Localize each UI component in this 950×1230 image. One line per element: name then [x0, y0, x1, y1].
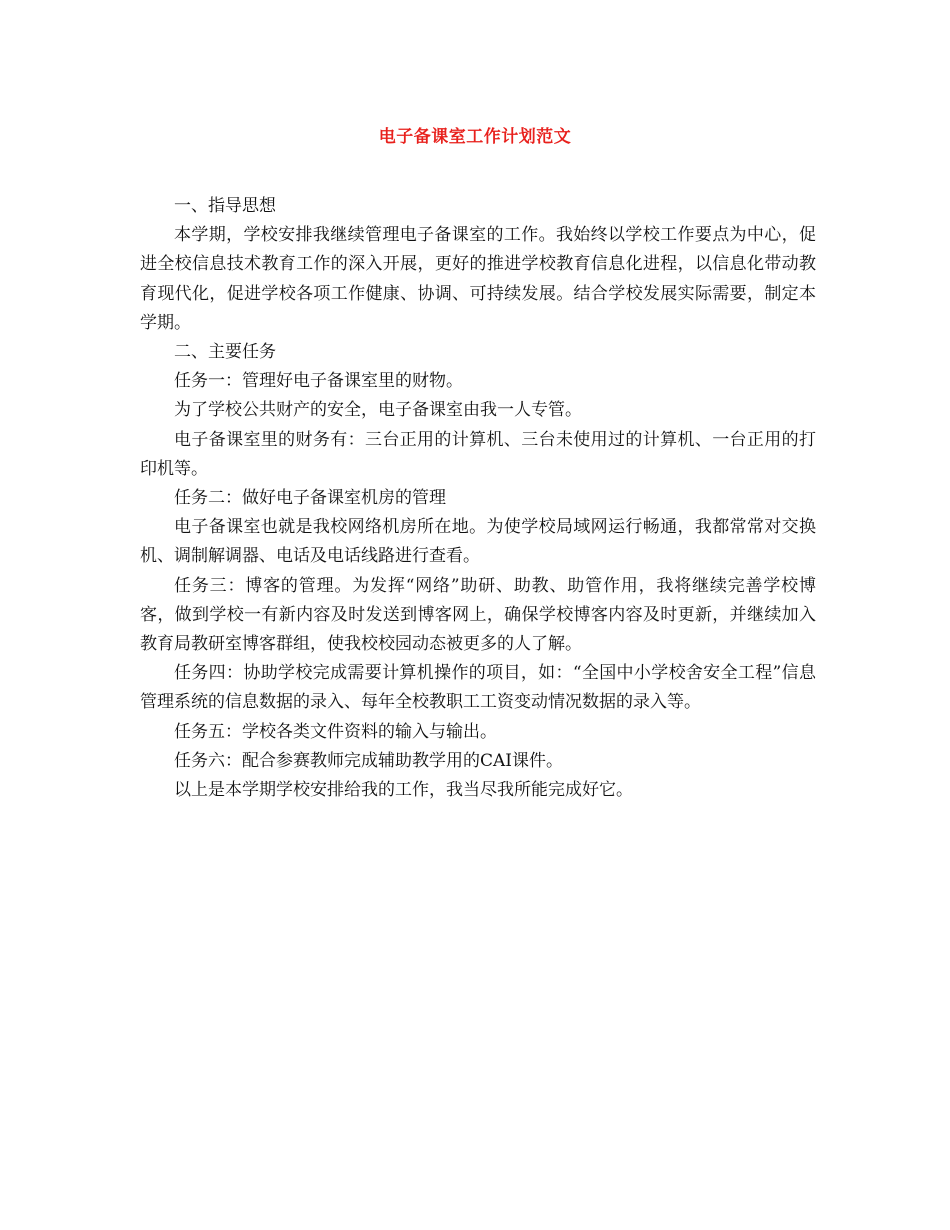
paragraph-task-two: 电子备课室也就是我校网络机房所在地。为使学校局域网运行畅通，我都常常对交换机、调制解调器、电话及电话线路进行查看。 — [140, 517, 816, 567]
paragraph-task-five: 任务五：学校各类文件资料的输入与输出。 — [174, 721, 497, 742]
paragraph-task-three: 任务三：博客的管理。为发挥“网络”助研、助教、助管作用，我将继续完善学校博客，做到学校一有新内容及时发送到博客网上，确保学校博客内容及时更新，并继续加入教育局教研室博客群组，使我校校园动态被更多的人了解。 — [140, 575, 816, 655]
paragraph-task-four: 任务四：协助学校完成需要计算机操作的项目，如：“全国中小学校舍安全工程”信息管理系统的信息数据的录入、每年全校教职工工资变动情况数据的录入等。 — [140, 663, 816, 713]
task-one-heading: 任务一：管理好电子备课室里的财物。 — [174, 371, 463, 392]
paragraph-intro: 本学期，学校安排我继续管理电子备课室的工作。我始终以学校工作要点为中心，促进全校信息技术教育工作的深入开展，更好的推进学校教育信息化进程，以信息化带动教育现代化，促进学校各项工作健康、协调、可持续发展。结合学校发展实际需要，制定本学期。 — [140, 225, 816, 333]
paragraph-task-one-safety: 为了学校公共财产的安全，电子备课室由我一人专管。 — [174, 400, 582, 421]
section-heading-guiding-ideology: 一、指导思想 — [174, 196, 276, 216]
document-title: 电子备课室工作计划范文 — [378, 127, 572, 147]
document-body — [140, 192, 816, 805]
section-heading-main-tasks: 二、主要任务 — [174, 342, 276, 363]
paragraph-task-one-assets: 电子备课室里的财务有：三台正用的计算机、三台未使用过的计算机、一台正用的打印机等。 — [140, 429, 816, 479]
paragraph-conclusion: 以上是本学期学校安排给我的工作，我当尽我所能完成好它。 — [174, 780, 633, 801]
paragraph-task-six: 任务六：配合参赛教师完成辅助教学用的CAI课件。 — [174, 750, 563, 771]
task-two-heading: 任务二：做好电子备课室机房的管理 — [174, 488, 446, 509]
